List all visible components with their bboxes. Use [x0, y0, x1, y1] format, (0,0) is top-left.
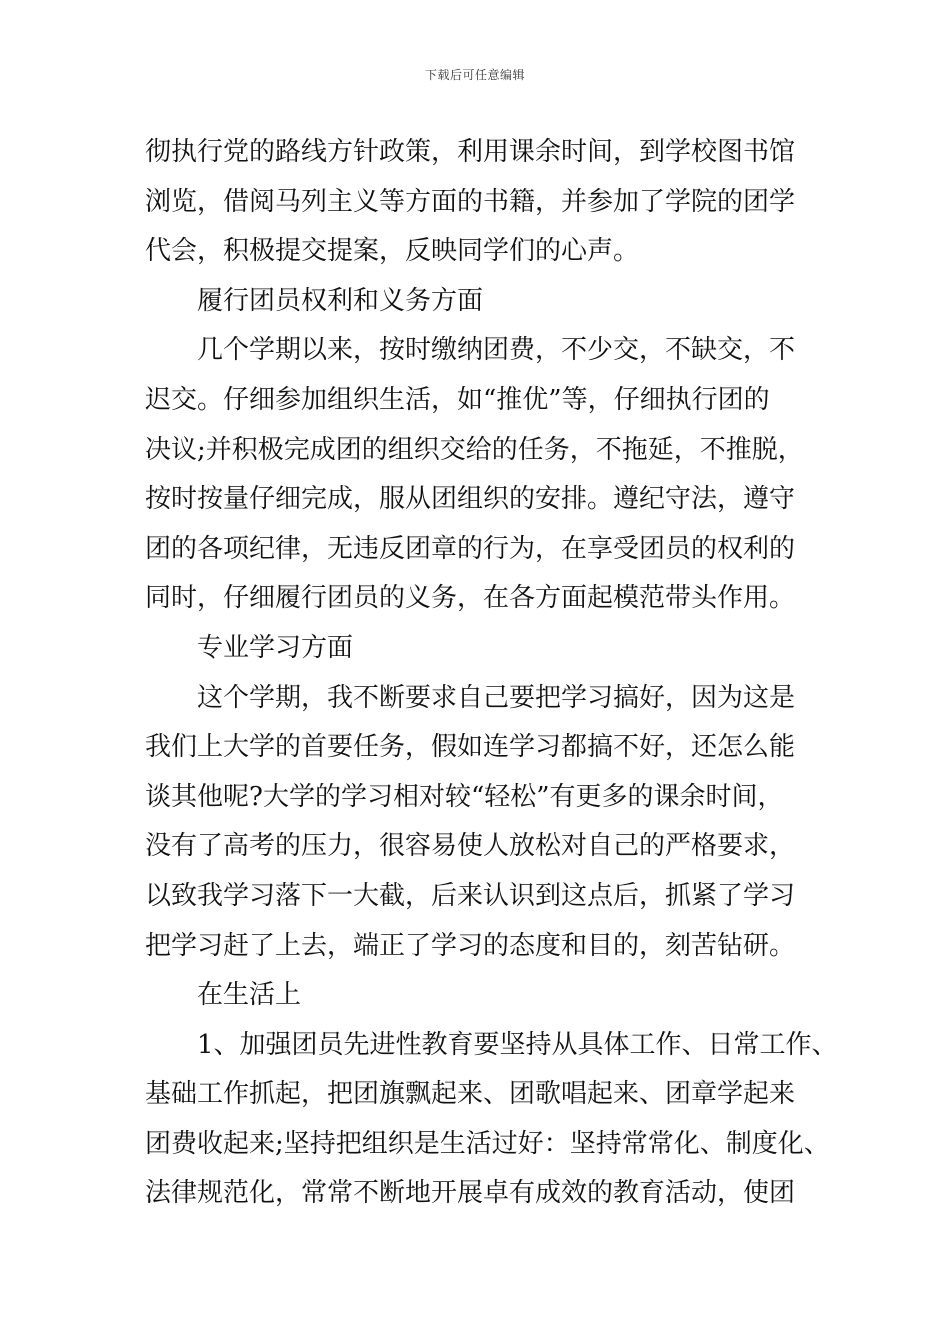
text-line: 谈其他呢?大学的学习相对较“轻松”有更多的课余时间，: [145, 781, 784, 812]
section-heading: 专业学习方面: [197, 632, 354, 663]
text-line: 团费收起来;坚持把组织是生活过好：坚持常常化、制度化、: [145, 1128, 830, 1159]
text-line: 按时按量仔细完成，服从团组织的安排。遵纪守法，遵守: [145, 484, 796, 515]
text-line: 浏览，借阅马列主义等方面的书籍，并参加了学院的团学: [145, 186, 796, 217]
text-line: 代会，积极提交提案，反映同学们的心声。: [145, 236, 640, 267]
text-line: 1、加强团员先进性教育要坚持从具体工作、日常工作、: [197, 1029, 838, 1060]
text-line: 同时，仔细履行团员的义务，在各方面起模范带头作用。: [145, 583, 796, 614]
text-line: 以致我学习落下一大截，后来认识到这点后，抓紧了学习: [145, 880, 796, 911]
text-line: 迟交。仔细参加组织生活，如“推优”等，仔细执行团的: [145, 384, 770, 415]
download-note: 下载后可任意编辑: [424, 68, 525, 82]
text-line: 团的各项纪律，无违反团章的行为，在享受团员的权利的: [145, 533, 796, 564]
text-line: 这个学期，我不断要求自己要把学习搞好，因为这是: [197, 682, 796, 713]
section-heading: 履行团员权利和义务方面: [197, 285, 484, 316]
text-line: 基础工作抓起，把团旗飘起来、团歌唱起来、团章学起来: [145, 1079, 796, 1110]
section-heading: 在生活上: [197, 980, 302, 1011]
text-line: 没有了高考的压力，很容易使人放松对自己的严格要求，: [145, 831, 796, 862]
text-line: 决议;并积极完成团的组织交给的任务，不拖延，不推脱，: [145, 434, 804, 465]
text-line: 几个学期以来，按时缴纳团费，不少交，不缺交，不: [197, 335, 796, 366]
text-line: 法律规范化，常常不断地开展卓有成效的教育活动，使团: [145, 1178, 796, 1209]
document-body: [145, 128, 838, 1219]
text-line: 彻执行党的路线方针政策，利用课余时间，到学校图书馆: [145, 137, 796, 167]
text-line: 我们上大学的首要任务，假如连学习都搞不好，还怎么能: [145, 732, 796, 763]
text-line: 把学习赶了上去，端正了学习的态度和目的，刻苦钻研。: [145, 930, 796, 961]
